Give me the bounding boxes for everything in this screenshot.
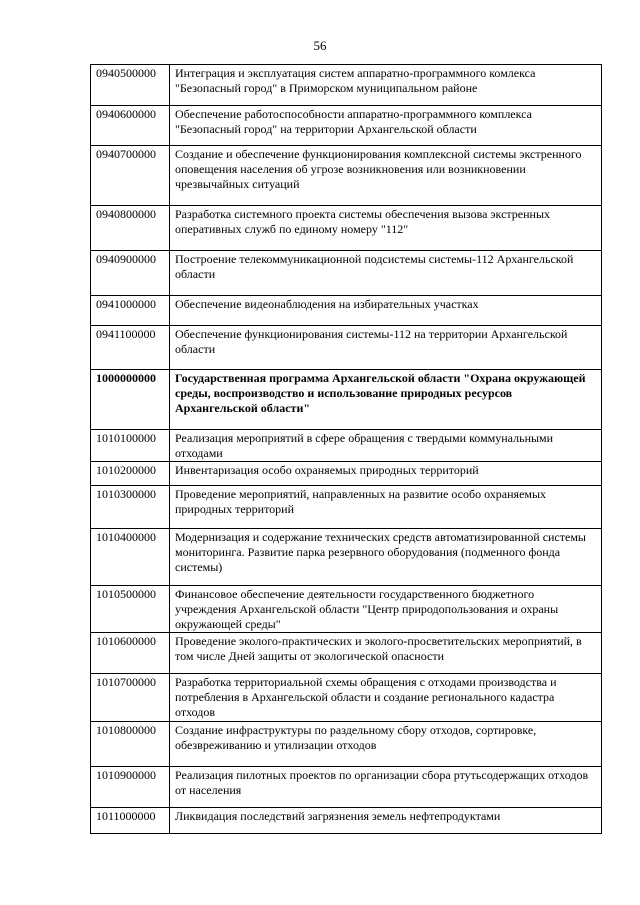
- row-description: Реализация мероприятий в сфере обращения с твердыми коммунальными отходами: [170, 430, 602, 462]
- row-description: Государственная программа Архангельской области "Охрана окружающей среды, воспроизводство и использование природных ресурсов Архангельской области": [170, 370, 602, 430]
- row-code: 0941100000: [91, 326, 170, 370]
- table-row: [91, 251, 602, 296]
- table-row: [91, 106, 602, 146]
- row-code: 1010800000: [91, 722, 170, 767]
- row-code: 1010500000: [91, 586, 170, 633]
- table-row: [91, 326, 602, 370]
- table-row: [91, 462, 602, 486]
- row-description: Разработка системного проекта системы обеспечения вызова экстренных оперативных служб по единому номеру "112": [170, 206, 602, 251]
- table-row: [91, 146, 602, 206]
- table-row: [91, 430, 602, 462]
- row-description: Разработка территориальной схемы обращения с отходами производства и потребления в Архангельской области и создание регионального кадастра отходов: [170, 674, 602, 722]
- row-description: Проведение эколого-практических и эколого-просветительских мероприятий, в том числе Дней защиты от экологической опасности: [170, 633, 602, 674]
- row-description: Обеспечение функционирования системы-112 на территории Архангельской области: [170, 326, 602, 370]
- row-code: 0940900000: [91, 251, 170, 296]
- row-description: Реализация пилотных проектов по организации сбора ртутьсодержащих отходов от населения: [170, 767, 602, 808]
- row-code: 1010700000: [91, 674, 170, 722]
- row-description: Создание и обеспечение функционирования комплексной системы экстренного оповещения населения об угрозе возникновения или возникновении чрезвычайных ситуаций: [170, 146, 602, 206]
- table-row: [91, 296, 602, 326]
- table-row-program: [91, 370, 602, 430]
- row-code: 1000000000: [91, 370, 170, 430]
- row-code: 1010300000: [91, 486, 170, 529]
- row-description: Обеспечение видеонаблюдения на избирательных участках: [170, 296, 602, 326]
- table-row: [91, 486, 602, 529]
- row-description: Ликвидация последствий загрязнения земель нефтепродуктами: [170, 808, 602, 834]
- row-code: 0940800000: [91, 206, 170, 251]
- table-row: [91, 586, 602, 633]
- row-description: Обеспечение работоспособности аппаратно-программного комплекса "Безопасный город" на территории Архангельской области: [170, 106, 602, 146]
- table-row: [91, 529, 602, 586]
- table-row: [91, 808, 602, 834]
- row-code: 1010600000: [91, 633, 170, 674]
- row-description: Создание инфраструктуры по раздельному сбору отходов, сортировке, обезвреживанию и утилизации отходов: [170, 722, 602, 767]
- table-row: [91, 674, 602, 722]
- row-code: 0940500000: [91, 65, 170, 106]
- row-description: Финансовое обеспечение деятельности государственного бюджетного учреждения Архангельской области "Центр природопользования и охраны окружающей среды": [170, 586, 602, 633]
- row-code: 1010200000: [91, 462, 170, 486]
- row-description: Проведение мероприятий, направленных на развитие особо охраняемых природных территорий: [170, 486, 602, 529]
- table-row: [91, 767, 602, 808]
- row-description: Интеграция и эксплуатация систем аппаратно-программного комлекса "Безопасный город" в Приморском муниципальном районе: [170, 65, 602, 106]
- row-code: 1010900000: [91, 767, 170, 808]
- row-code: 1011000000: [91, 808, 170, 834]
- row-code: 0941000000: [91, 296, 170, 326]
- table-row: [91, 65, 602, 106]
- row-code: 1010400000: [91, 529, 170, 586]
- table-row: [91, 206, 602, 251]
- table-row: [91, 633, 602, 674]
- row-description: Модернизация и содержание технических средств автоматизированной системы мониторинга. Развитие парка резервного оборудования (подменного фонда системы): [170, 529, 602, 586]
- row-description: Инвентаризация особо охраняемых природных территорий: [170, 462, 602, 486]
- row-code: 1010100000: [91, 430, 170, 462]
- budget-code-table: [90, 64, 602, 834]
- table-row: [91, 722, 602, 767]
- row-description: Построение телекоммуникационной подсистемы системы-112 Архангельской области: [170, 251, 602, 296]
- row-code: 0940700000: [91, 146, 170, 206]
- row-code: 0940600000: [91, 106, 170, 146]
- page-number: 56: [313, 38, 327, 53]
